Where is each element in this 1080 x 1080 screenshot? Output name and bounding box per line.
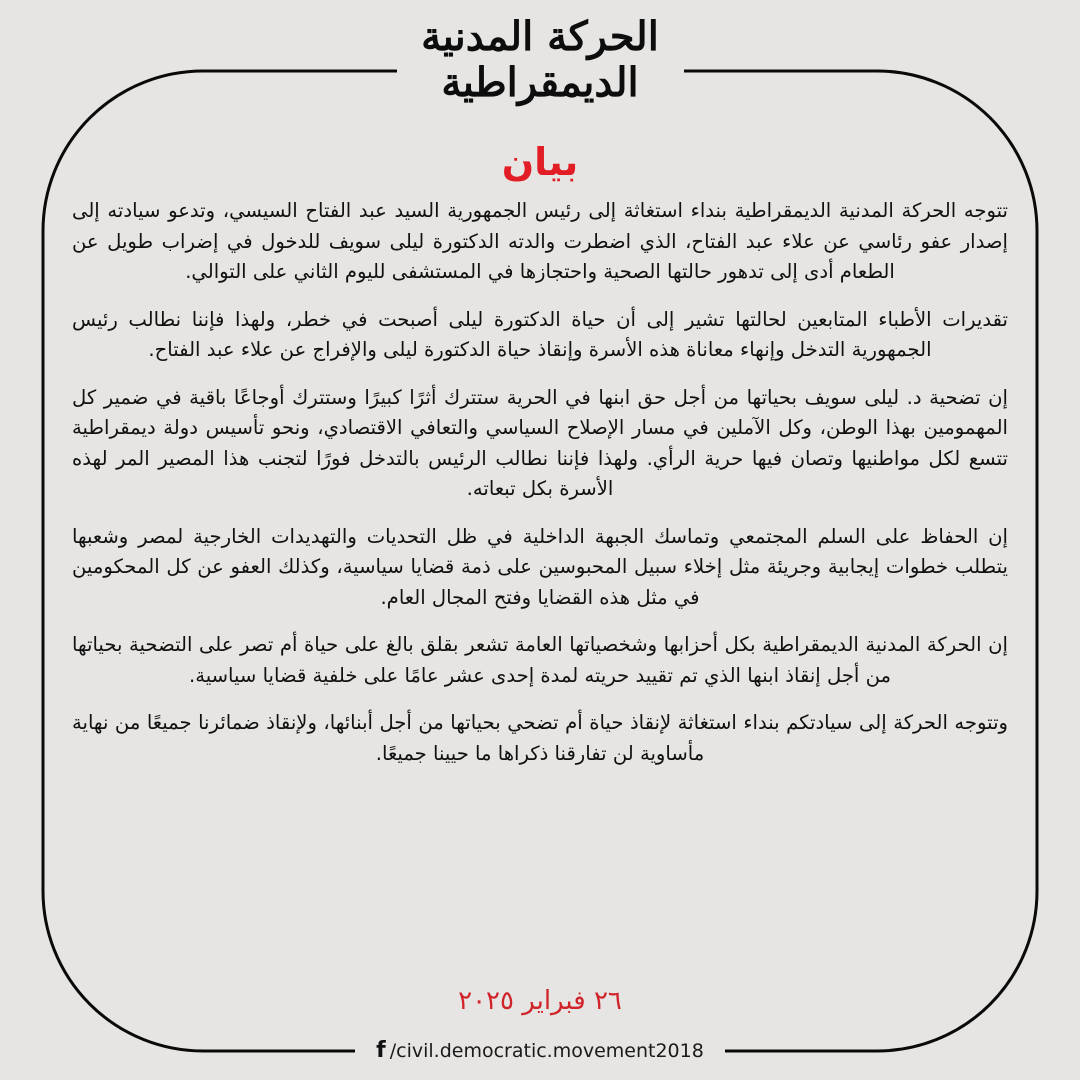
movement-logo [400, 14, 680, 106]
facebook-handle[interactable]: /civil.democratic.movement2018 [389, 1040, 704, 1062]
paragraph-6: وتتوجه الحركة إلى سيادتكم بنداء استغاثة لإنقاذ حياة أم تضحي بحياتها من أجل أبنائها، ولإنقاذ ضمائرنا جميعًا من نهاية مأساوية لن تفارقنا ذكراها ما حيينا جميعًا. [72, 711, 1008, 765]
statement-body [72, 196, 1008, 786]
paragraph-3: إن تضحية د. ليلى سويف بحياتها من أجل حق ابنها في الحرية ستترك أثرًا كبيرًا وستترك أوجاعًا باقية في ضمير كل المهمومين بهذا الوطن، وكل الآملين في مسار الإصلاح السياسي والتعافي الاقتصادي، ونحو تأسيس دولة ديمقراطية تتسع لكل مواطنيها وتصان فيها حرية الرأي. ولهذا فإننا نطالب الرئيس بالتدخل فورًا لتجنب هذا المصير المر لهذه الأسرة بكل تبعاته. [72, 385, 1008, 500]
facebook-footer[interactable] [355, 1037, 725, 1065]
statement-date: ٢٦ فبراير ٢٠٢٥ [458, 986, 622, 1016]
paragraph-2: تقديرات الأطباء المتابعين لحالتها تشير إلى أن حياة الدكتورة ليلى أصبحت في خطر، ولهذا فإننا نطالب رئيس الجمهورية التدخل وإنهاء معاناة هذه الأسرة وإنقاذ حياة الدكتورة ليلى والإفراج عن علاء عبد الفتاح. [72, 307, 1008, 361]
logo-line-2: الديمقراطية [441, 59, 639, 106]
logo-line-1: الحركة المدنية [421, 13, 659, 60]
paragraph-5: إن الحركة المدنية الديمقراطية بكل أحزابها وشخصياتها العامة تشعر بقلق بالغ على حياة أم تصر على التضحية بحياتها من أجل إنقاذ ابنها الذي تم تقييد حريته لمدة إحدى عشر عامًا على خلفية قضايا سياسية. [72, 633, 1008, 687]
paragraph-1: تتوجه الحركة المدنية الديمقراطية بنداء استغاثة إلى رئيس الجمهورية السيد عبد الفتاح السيسي، وتدعو سيادته إلى إصدار عفو رئاسي عن علاء عبد الفتاح، الذي اضطرت والدته الدكتورة ليلى سويف للدخول في إضراب طويل عن الطعام أدى إلى تدهور حالتها الصحية واحتجازها في المستشفى لليوم الثاني على التوالي. [72, 199, 1008, 283]
facebook-icon: f [376, 1038, 386, 1063]
paragraph-4: إن الحفاظ على السلم المجتمعي وتماسك الجبهة الداخلية في ظل التحديات والتهديدات الخارجية لمصر وشعبها يتطلب خطوات إيجابية وجريئة مثل إخلاء سبيل المحبوسين على ذمة قضايا سياسية، وكذلك العفو عن كل المحكومين في مثل هذه القضايا وفتح المجال العام. [72, 524, 1008, 609]
statement-title: بيان [501, 140, 579, 184]
